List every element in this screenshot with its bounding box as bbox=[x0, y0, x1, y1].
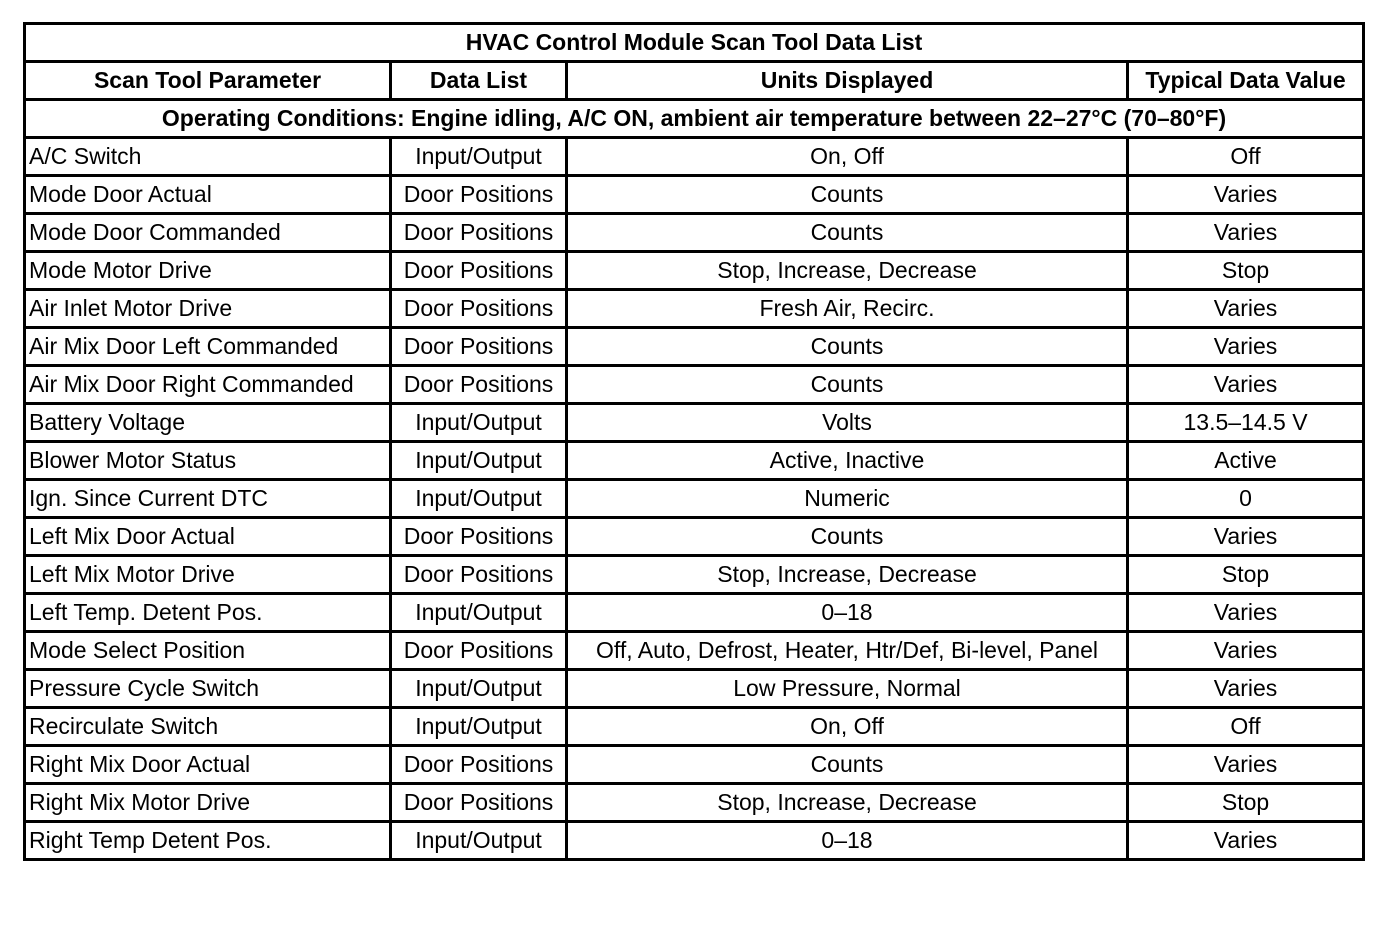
parameter-cell: Mode Motor Drive bbox=[25, 252, 391, 290]
parameter-cell: Battery Voltage bbox=[25, 404, 391, 442]
table-row bbox=[25, 290, 1364, 328]
table-row bbox=[25, 708, 1364, 746]
header-data-list: Data List bbox=[391, 62, 567, 100]
units-cell: Counts bbox=[567, 328, 1128, 366]
units-cell: Counts bbox=[567, 518, 1128, 556]
units-cell: Low Pressure, Normal bbox=[567, 670, 1128, 708]
table-row bbox=[25, 480, 1364, 518]
parameter-cell: Recirculate Switch bbox=[25, 708, 391, 746]
data-list-cell: Input/Output bbox=[391, 708, 567, 746]
typical-value-cell: Varies bbox=[1128, 670, 1364, 708]
units-cell: On, Off bbox=[567, 138, 1128, 176]
table-row bbox=[25, 670, 1364, 708]
units-cell: Volts bbox=[567, 404, 1128, 442]
typical-value-cell: Off bbox=[1128, 138, 1364, 176]
operating-conditions: Operating Conditions: Engine idling, A/C ON, ambient air temperature between 22–27°C (70–80°F) bbox=[25, 100, 1364, 138]
typical-value-cell: Varies bbox=[1128, 214, 1364, 252]
parameter-cell: A/C Switch bbox=[25, 138, 391, 176]
title-row bbox=[25, 24, 1364, 62]
parameter-cell: Right Mix Motor Drive bbox=[25, 784, 391, 822]
table-row bbox=[25, 556, 1364, 594]
data-list-cell: Door Positions bbox=[391, 214, 567, 252]
data-list-cell: Input/Output bbox=[391, 404, 567, 442]
header-units-displayed: Units Displayed bbox=[567, 62, 1128, 100]
typical-value-cell: Varies bbox=[1128, 594, 1364, 632]
data-list-cell: Door Positions bbox=[391, 252, 567, 290]
table-row bbox=[25, 822, 1364, 860]
header-scan-tool-parameter: Scan Tool Parameter bbox=[25, 62, 391, 100]
data-list-document bbox=[23, 22, 1362, 935]
typical-value-cell: Off bbox=[1128, 708, 1364, 746]
data-list-cell: Door Positions bbox=[391, 746, 567, 784]
typical-value-cell: Varies bbox=[1128, 328, 1364, 366]
data-list-cell: Door Positions bbox=[391, 784, 567, 822]
data-list-cell: Input/Output bbox=[391, 594, 567, 632]
typical-value-cell: Stop bbox=[1128, 252, 1364, 290]
header-typical-data-value: Typical Data Value bbox=[1128, 62, 1364, 100]
header-row bbox=[25, 62, 1364, 100]
units-cell: Counts bbox=[567, 214, 1128, 252]
data-list-cell: Door Positions bbox=[391, 328, 567, 366]
data-list-cell: Input/Output bbox=[391, 822, 567, 860]
table-row bbox=[25, 442, 1364, 480]
data-list-cell: Input/Output bbox=[391, 138, 567, 176]
table-row bbox=[25, 784, 1364, 822]
parameter-cell: Left Mix Door Actual bbox=[25, 518, 391, 556]
parameter-cell: Ign. Since Current DTC bbox=[25, 480, 391, 518]
data-list-cell: Door Positions bbox=[391, 632, 567, 670]
units-cell: Stop, Increase, Decrease bbox=[567, 784, 1128, 822]
units-cell: 0–18 bbox=[567, 822, 1128, 860]
table-row bbox=[25, 176, 1364, 214]
data-list-cell: Door Positions bbox=[391, 366, 567, 404]
parameter-cell: Mode Select Position bbox=[25, 632, 391, 670]
table-row bbox=[25, 594, 1364, 632]
table-row bbox=[25, 214, 1364, 252]
data-list-cell: Input/Output bbox=[391, 442, 567, 480]
table-row bbox=[25, 632, 1364, 670]
table-row bbox=[25, 518, 1364, 556]
units-cell: Counts bbox=[567, 366, 1128, 404]
typical-value-cell: Varies bbox=[1128, 632, 1364, 670]
parameter-cell: Right Mix Door Actual bbox=[25, 746, 391, 784]
parameter-cell: Air Mix Door Right Commanded bbox=[25, 366, 391, 404]
table-row bbox=[25, 328, 1364, 366]
parameter-cell: Left Temp. Detent Pos. bbox=[25, 594, 391, 632]
parameter-cell: Pressure Cycle Switch bbox=[25, 670, 391, 708]
typical-value-cell: Stop bbox=[1128, 784, 1364, 822]
typical-value-cell: Varies bbox=[1128, 822, 1364, 860]
data-list-cell: Door Positions bbox=[391, 290, 567, 328]
units-cell: Off, Auto, Defrost, Heater, Htr/Def, Bi-level, Panel bbox=[567, 632, 1128, 670]
typical-value-cell: Varies bbox=[1128, 176, 1364, 214]
typical-value-cell: Stop bbox=[1128, 556, 1364, 594]
data-list-cell: Input/Output bbox=[391, 670, 567, 708]
parameter-cell: Right Temp Detent Pos. bbox=[25, 822, 391, 860]
parameter-cell: Air Inlet Motor Drive bbox=[25, 290, 391, 328]
scan-tool-data-table bbox=[23, 22, 1365, 861]
units-cell: Counts bbox=[567, 746, 1128, 784]
data-list-cell: Door Positions bbox=[391, 176, 567, 214]
table-title: HVAC Control Module Scan Tool Data List bbox=[25, 24, 1364, 62]
data-list-cell: Door Positions bbox=[391, 556, 567, 594]
table-row bbox=[25, 138, 1364, 176]
units-cell: Fresh Air, Recirc. bbox=[567, 290, 1128, 328]
typical-value-cell: 0 bbox=[1128, 480, 1364, 518]
parameter-cell: Mode Door Commanded bbox=[25, 214, 391, 252]
parameter-cell: Air Mix Door Left Commanded bbox=[25, 328, 391, 366]
data-list-cell: Input/Output bbox=[391, 480, 567, 518]
conditions-row bbox=[25, 100, 1364, 138]
typical-value-cell: 13.5–14.5 V bbox=[1128, 404, 1364, 442]
units-cell: Stop, Increase, Decrease bbox=[567, 252, 1128, 290]
table-row bbox=[25, 746, 1364, 784]
units-cell: 0–18 bbox=[567, 594, 1128, 632]
typical-value-cell: Varies bbox=[1128, 290, 1364, 328]
typical-value-cell: Varies bbox=[1128, 746, 1364, 784]
units-cell: Active, Inactive bbox=[567, 442, 1128, 480]
units-cell: Numeric bbox=[567, 480, 1128, 518]
parameter-cell: Left Mix Motor Drive bbox=[25, 556, 391, 594]
units-cell: On, Off bbox=[567, 708, 1128, 746]
typical-value-cell: Varies bbox=[1128, 366, 1364, 404]
units-cell: Stop, Increase, Decrease bbox=[567, 556, 1128, 594]
parameter-cell: Mode Door Actual bbox=[25, 176, 391, 214]
table-row bbox=[25, 366, 1364, 404]
parameter-cell: Blower Motor Status bbox=[25, 442, 391, 480]
typical-value-cell: Varies bbox=[1128, 518, 1364, 556]
table-row bbox=[25, 404, 1364, 442]
units-cell: Counts bbox=[567, 176, 1128, 214]
table-row bbox=[25, 252, 1364, 290]
typical-value-cell: Active bbox=[1128, 442, 1364, 480]
data-list-cell: Door Positions bbox=[391, 518, 567, 556]
